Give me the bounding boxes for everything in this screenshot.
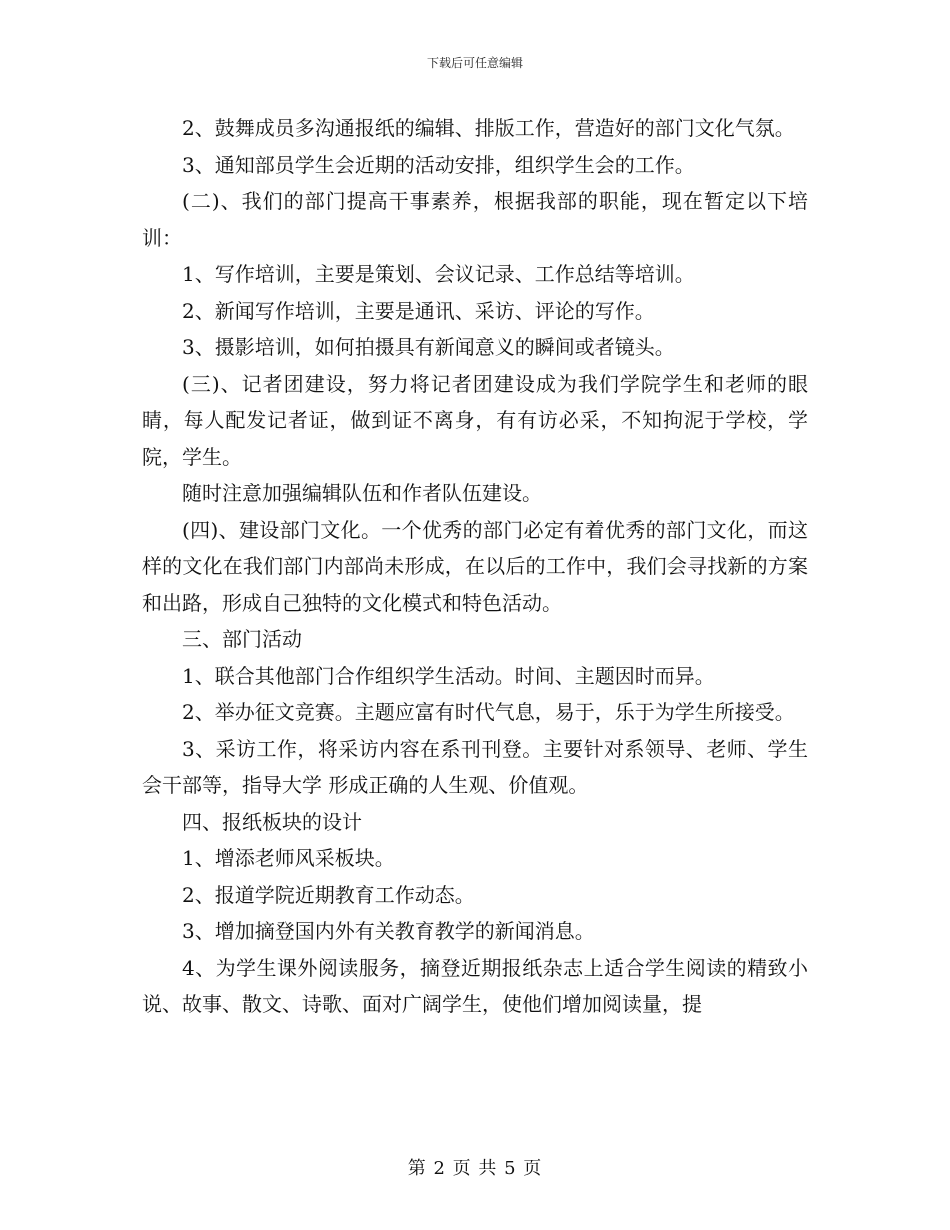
paragraph: 1、写作培训，主要是策划、会议记录、工作总结等培训。 <box>182 262 695 286</box>
paragraph: 4、为学生课外阅读服务，摘登近期报纸杂志上适合学生阅读的精致小说、故事、散文、诗歌、面对广阔学生，使他们增加阅读量，提 <box>142 955 808 1016</box>
paragraph: 1、增添老师风采板块。 <box>182 846 395 870</box>
paragraph: 3、通知部员学生会近期的活动安排，组织学生会的工作。 <box>182 152 695 177</box>
document-body <box>142 110 808 1023</box>
section-heading: 四、报纸板块的设计 <box>182 809 362 834</box>
paragraph: (二)、我们的部门提高干事素养，根据我部的职能，现在暂定以下培训： <box>142 189 808 250</box>
paragraph: 1、联合其他部门合作组织学生活动。时间、主题因时而异。 <box>182 663 715 688</box>
paragraph: 3、增加摘登国内外有关教育教学的新闻消息。 <box>182 919 595 943</box>
paragraph: 2、报道学院近期教育工作动态。 <box>182 882 475 907</box>
paragraph: 3、采访工作，将采访内容在系刊刊登。主要针对系领导、老师、学生会干部等，指导大学 形成正确的人生观、价值观。 <box>142 736 808 797</box>
section-heading: 三、部门活动 <box>182 627 302 651</box>
paragraph: 2、举办征文竞赛。主题应富有时代气息，易于，乐于为学生所接受。 <box>182 700 795 724</box>
page-number: 第 2 页 共 5 页 <box>407 1158 543 1179</box>
paragraph: 2、新闻写作培训，主要是通讯、采访、评论的写作。 <box>182 298 655 323</box>
paragraph: 2、鼓舞成员多沟通报纸的编辑、排版工作，营造好的部门文化气氛。 <box>182 116 795 140</box>
paragraph: (三)、记者团建设，努力将记者团建设成为我们学院学生和老师的眼睛，每人配发记者证，做到证不离身，有有访必采，不知拘泥于学校，学院，学生。 <box>142 371 808 469</box>
paragraph: 随时注意加强编辑队伍和作者队伍建设。 <box>182 481 542 505</box>
paragraph: (四)、建设部门文化。一个优秀的部门必定有着优秀的部门文化，而这样的文化在我们部门内部尚未形成，在以后的工作中，我们会寻找新的方案和出路，形成自己独特的文化模式和特色活动。 <box>142 517 808 615</box>
paragraph: 3、摄影培训，如何拍摄具有新闻意义的瞬间或者镜头。 <box>182 335 675 359</box>
page-header: 下载后可任意编辑 <box>426 56 523 70</box>
